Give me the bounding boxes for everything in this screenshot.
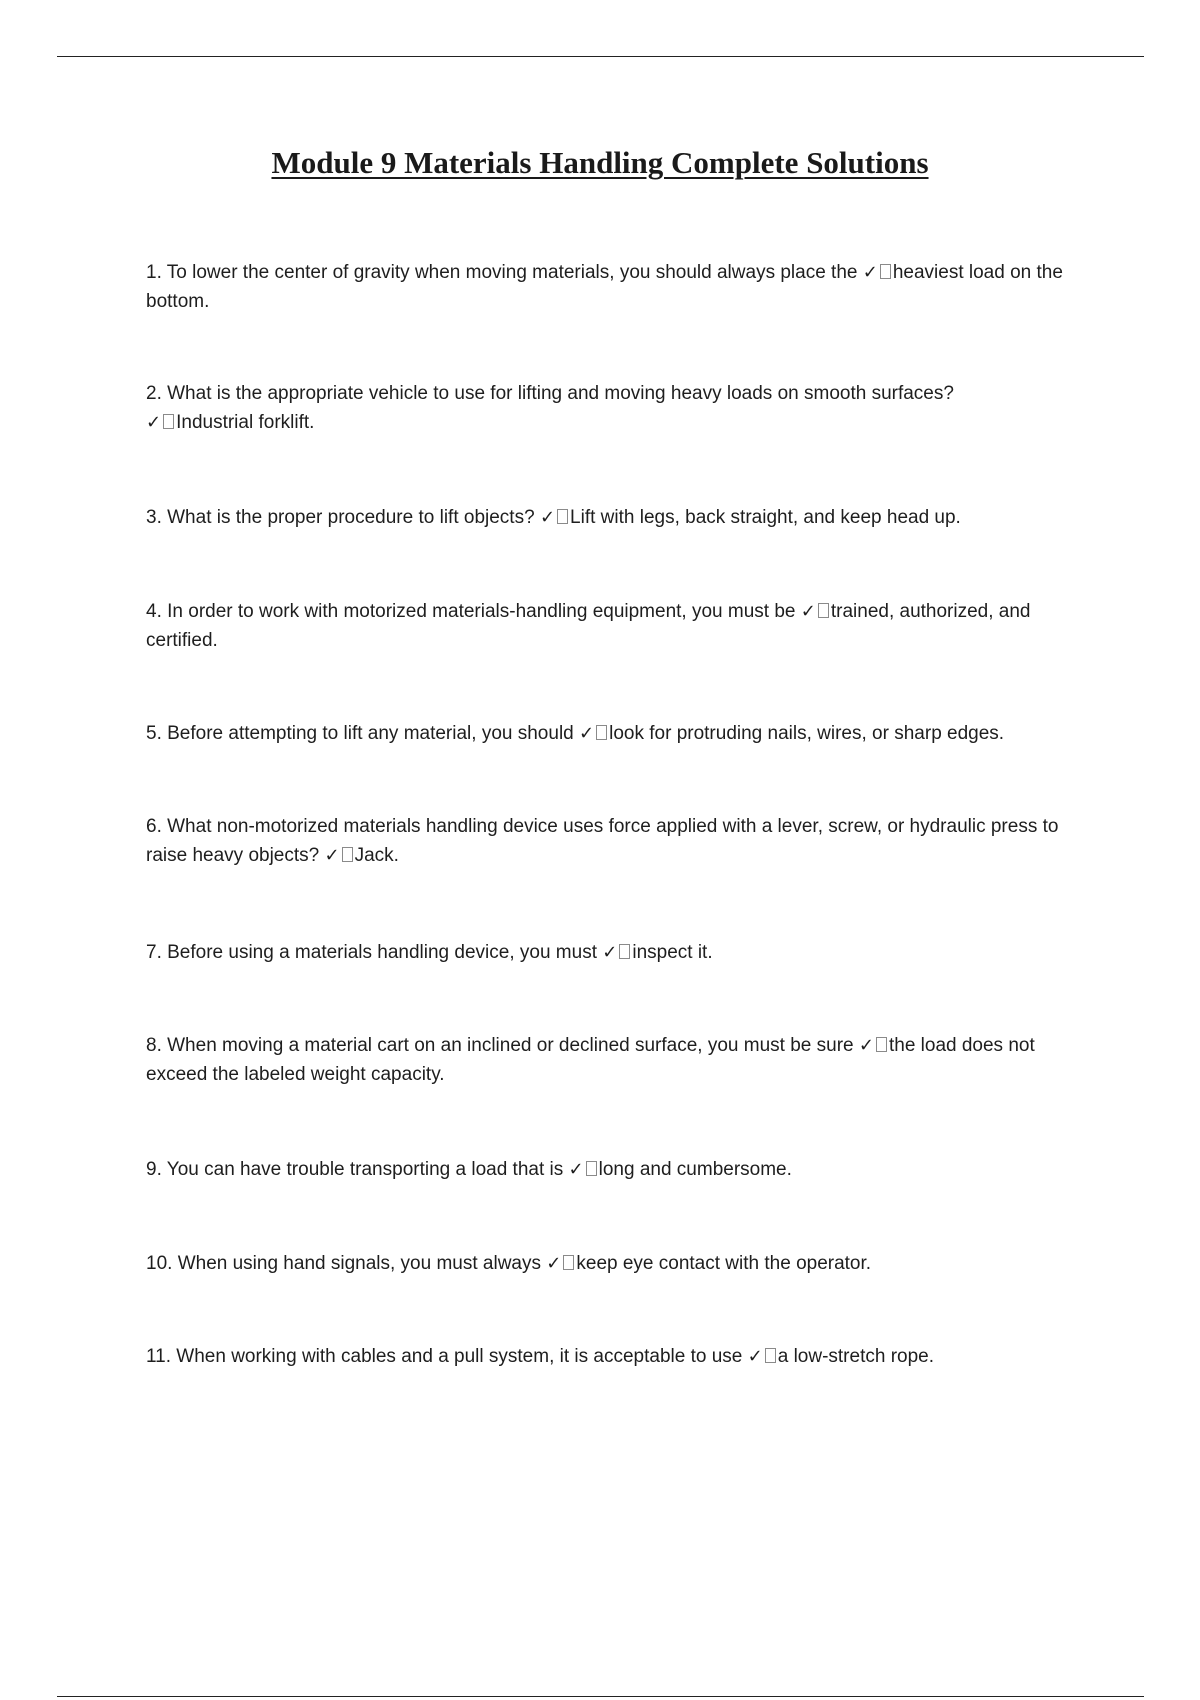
placeholder-box-icon [765,1348,776,1363]
check-icon: ✓ [546,1253,562,1274]
question-text: 4. In order to work with motorized materials-handling equipment, you must be [146,601,796,622]
check-icon: ✓ [858,1035,874,1056]
placeholder-box-icon [586,1161,597,1176]
question-text: 10. When using hand signals, you must always [146,1253,541,1274]
check-icon: ✓ [579,723,595,744]
question-item-5 [146,719,1086,748]
bottom-rule [57,1696,1144,1697]
question-text: 5. Before attempting to lift any material, you should [146,723,574,744]
question-text: 9. You can have trouble transporting a load that is [146,1159,564,1180]
answer-text: Lift with legs, back straight, and keep head up. [570,507,961,528]
answer-text: a low-stretch rope. [777,1346,935,1367]
placeholder-box-icon [557,509,568,524]
answer-text: Jack. [354,845,399,866]
answer-text: look for protruding nails, wires, or sharp edges. [609,723,1005,744]
question-item-3 [146,503,1086,532]
question-text: 2. What is the appropriate vehicle to use for lifting and moving heavy loads on smooth surfaces? [146,383,954,404]
top-rule [57,56,1144,57]
answer-text: the load does not exceed the labeled weight capacity. [146,1035,1035,1085]
question-item-4 [146,597,1086,655]
answer-text: inspect it. [632,942,713,963]
answer-text: keep eye contact with the operator. [576,1253,872,1274]
question-item-2 [146,379,1086,437]
check-icon: ✓ [800,601,816,622]
question-text: 7. Before using a materials handling device, you must [146,942,597,963]
placeholder-box-icon [818,603,829,618]
check-icon: ✓ [146,412,162,433]
placeholder-box-icon [880,264,891,279]
question-item-9 [146,1155,1086,1184]
question-item-11 [146,1342,1086,1371]
question-text: 3. What is the proper procedure to lift objects? [146,507,535,528]
check-icon: ✓ [324,845,340,866]
question-item-10 [146,1249,1086,1278]
check-icon: ✓ [539,507,556,528]
placeholder-box-icon [619,944,630,959]
page-title-text: Module 9 Materials Handling Complete Solutions [271,145,929,180]
check-icon: ✓ [602,942,618,963]
check-icon: ✓ [747,1346,763,1367]
check-icon: ✓ [862,262,878,283]
question-item-6 [146,812,1086,870]
question-text: 8. When moving a material cart on an inclined or declined surface, you must be sure [146,1035,854,1056]
placeholder-box-icon [596,725,607,740]
answer-text: heaviest load on the bottom. [146,262,1063,312]
answer-text: trained, authorized, and certified. [146,601,1031,651]
placeholder-box-icon [342,847,353,862]
question-text: 6. What non-motorized materials handling device uses force applied with a lever, screw, or hydraulic press to raise heavy objects? [146,816,1059,866]
answer-text: long and cumbersome. [598,1159,792,1180]
placeholder-box-icon [163,414,174,429]
page-title [0,143,1200,183]
question-item-8 [146,1031,1086,1089]
question-item-7 [146,938,1086,967]
placeholder-box-icon [876,1037,887,1052]
question-text: 11. When working with cables and a pull system, it is acceptable to use [146,1346,743,1367]
question-item-1 [146,258,1086,316]
answer-text: Industrial forklift. [176,412,315,433]
question-text: 1. To lower the center of gravity when moving materials, you should always place the [146,262,858,283]
check-icon: ✓ [568,1159,584,1180]
placeholder-box-icon [563,1255,574,1270]
